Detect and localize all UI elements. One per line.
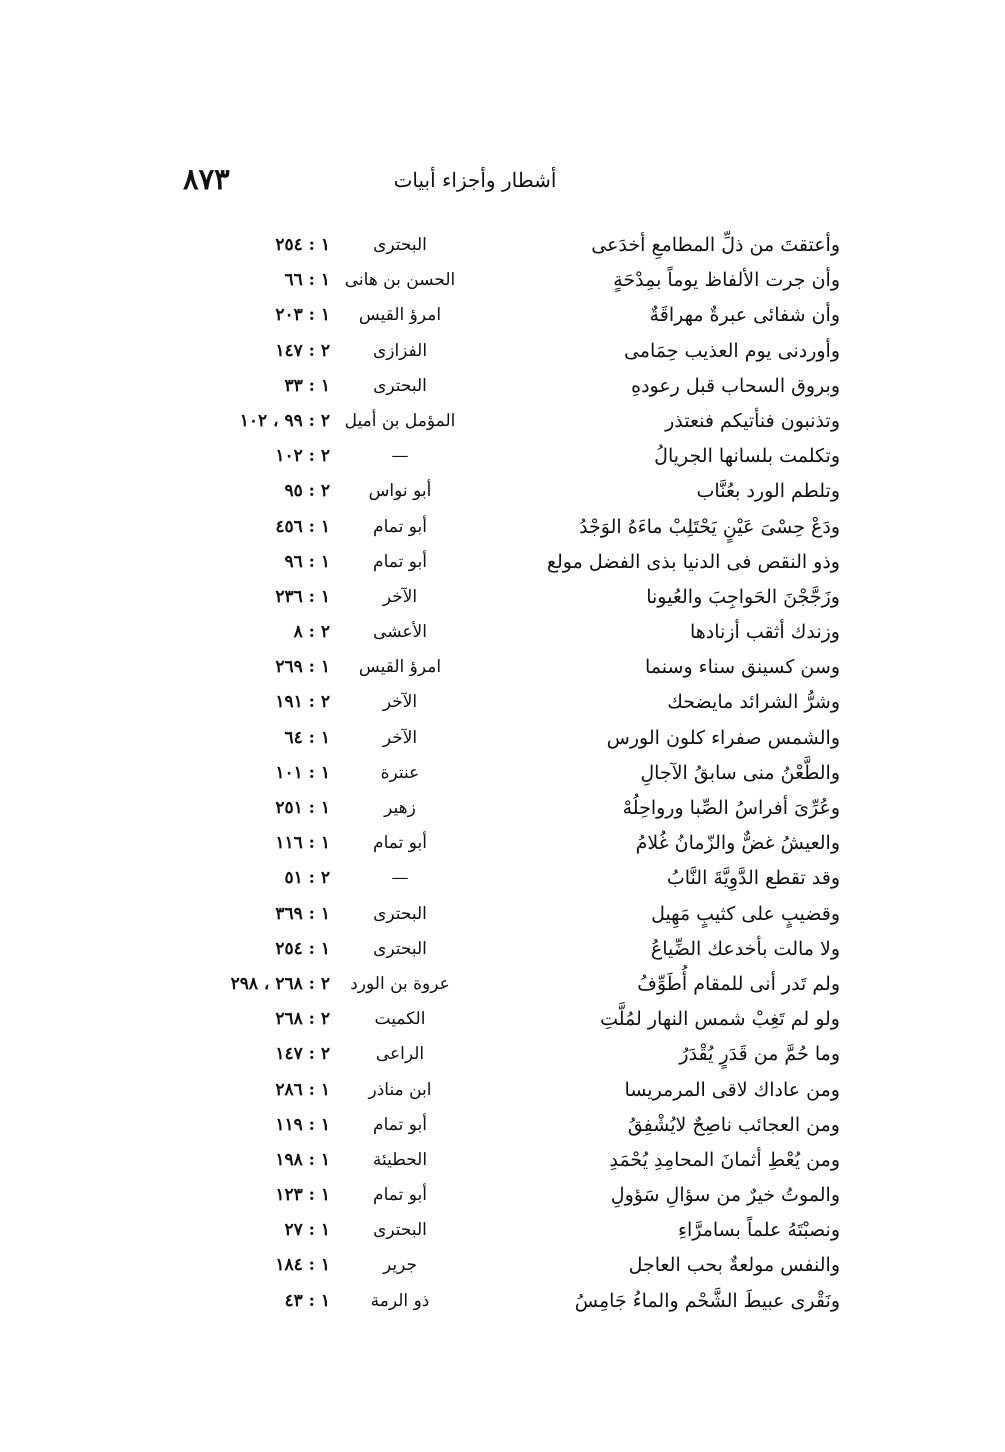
poet-name: أبو تمام: [373, 1114, 427, 1135]
verse-fragment: وقضيبٍ على كثيبٍ مَهِيل: [651, 902, 840, 925]
poet-name: جرير: [383, 1255, 417, 1276]
volume-page-reference: ١ : ٢٦٩: [275, 657, 330, 678]
volume-page-reference: ٢ : ٢٦٨ ، ٢٩٨: [230, 973, 330, 994]
poet-name: —: [391, 868, 409, 889]
index-entry-row: [150, 510, 840, 545]
index-entry-row: [150, 580, 840, 615]
volume-page-reference: ١ : ٢٥٤: [275, 235, 330, 255]
verse-fragment: والموتُ خيرٌ من سؤالِ سَؤولِ: [610, 1184, 840, 1207]
volume-page-reference: ٢ : ٩٩ ، ١٠٢: [239, 410, 330, 431]
index-entry-row: [150, 1073, 840, 1108]
index-entry-row: [150, 615, 840, 650]
index-entry-row: [150, 861, 840, 896]
index-entry-row: [150, 404, 840, 439]
volume-page-reference: ١ : ٤٥٦: [275, 516, 330, 537]
verse-fragment: ودَعْ حِسْىَ عَيْنٍ يَحْتَلِبْ ماءَهُ الوَجْدُ: [579, 515, 840, 538]
volume-page-reference: ٢ : ٨: [293, 622, 330, 643]
poet-name: أبو تمام: [373, 516, 427, 537]
index-entry-row: [150, 1178, 840, 1213]
running-title: أشطار وأجزاء أبيات: [393, 168, 557, 192]
volume-page-reference: ١ : ٢٠٣: [275, 305, 330, 326]
verse-fragment: والطَّعْنُ منى سابقُ الآجالِ: [640, 761, 840, 784]
verse-fragment: والعيشُ غضٌّ والزّمانُ غُلامُ: [635, 832, 840, 855]
verse-fragment: ونَقْرى عبيطَ الشَّحْم والماءُ جَامِسُ: [574, 1289, 840, 1312]
poet-name: امرؤ القيس: [358, 305, 442, 326]
index-entry-row: [150, 1002, 840, 1037]
volume-page-reference: ١ : ٣٣: [284, 375, 330, 396]
verse-fragment: وأن جرت الألفاظ يوماً بمِدْحَةٍ: [613, 269, 840, 292]
index-entry-row: [150, 228, 840, 263]
volume-page-reference: ٢ : ١٩١: [275, 692, 330, 713]
index-entry-row: [150, 826, 840, 861]
index-entry-row: [150, 791, 840, 826]
index-entry-row: [150, 334, 840, 369]
verse-fragment: وتلطم الورد بعُنَّاب: [696, 480, 840, 503]
volume-page-reference: ١ : ٣٦٩: [275, 903, 330, 924]
index-entry-row: [150, 369, 840, 404]
poet-name: الأعشى: [373, 622, 427, 643]
index-entry-row: [150, 897, 840, 932]
verse-fragment: وما حُمَّ من قَدَرٍ يُقْدَرُ: [679, 1043, 840, 1066]
index-entry-row: [150, 685, 840, 720]
volume-page-reference: ١ : ٢٥٤: [275, 938, 330, 959]
verse-fragment: ولا مالت بأخدعك الضِّياعُ: [650, 937, 840, 960]
poet-name: البحترى: [373, 375, 427, 396]
poet-name: أبو نواس: [368, 481, 432, 502]
volume-page-reference: ١ : ٢٣٦: [275, 586, 330, 607]
poet-name: عنترة: [380, 762, 420, 783]
volume-page-reference: ٢ : ٩٥: [284, 481, 330, 502]
poet-name: الآخر: [382, 692, 418, 713]
index-entry-row: [150, 545, 840, 580]
index-entry-row: [150, 721, 840, 756]
poet-name: زهير: [384, 798, 416, 818]
verse-fragment: والنفس مولعةٌ بحب العاجل: [628, 1254, 840, 1277]
poet-name: ذو الرمة: [370, 1290, 430, 1311]
index-entry-row: [150, 1108, 840, 1143]
poet-name: الراعى: [375, 1044, 425, 1065]
verse-fragment: وتذنبون فنأتيكم فنعتذر: [665, 409, 840, 432]
verse-fragment: وذو النقص فى الدنيا بذى الفضل مولع: [546, 550, 840, 573]
poet-name: الفزازى: [372, 340, 428, 361]
index-entry-row: [150, 967, 840, 1002]
verse-fragment: ونصبْتَهُ علماً بسامرَّاءِ: [678, 1219, 840, 1242]
poet-name: البحترى: [373, 1220, 427, 1241]
volume-page-reference: ١ : ١٢٣: [275, 1185, 330, 1206]
volume-page-reference: ٢ : ١٤٧: [275, 1044, 330, 1065]
index-entry-row: [150, 1213, 840, 1248]
verse-fragment: وبروق السحاب قبل رعودهِ: [631, 374, 840, 397]
poet-name: امرؤ القيس: [358, 657, 442, 678]
verse-fragment: وشرُّ الشرائد مايضحك: [667, 691, 840, 714]
verse-fragment: وسن كسينق سناء وسنما: [645, 656, 840, 679]
verse-fragment: ولو لم تَغِبْ شمس النهار لمُلَّتِ: [600, 1008, 840, 1031]
volume-page-reference: ١ : ٦٤: [284, 727, 330, 748]
verse-fragment: وأن شفائى عبرةٌ مهراقَةٌ: [649, 304, 840, 327]
verse-fragment: وتكلمت بلسانها الجريالُ: [654, 445, 840, 468]
poet-name: الحطيئة: [372, 1149, 428, 1170]
poet-name: الآخر: [382, 727, 418, 748]
index-entry-row: [150, 932, 840, 967]
poet-name: البحترى: [373, 903, 427, 924]
volume-page-reference: ١ : ٤٣: [284, 1290, 330, 1311]
poet-name: الحسن بن هانى: [344, 270, 456, 291]
poet-name: عروة بن الورد: [350, 973, 450, 994]
index-entry-row: [150, 298, 840, 333]
poet-name: البحترى: [373, 235, 427, 255]
volume-page-reference: ١ : ١٩٨: [275, 1149, 330, 1170]
volume-page-reference: ١ : ٢٥١: [275, 798, 330, 818]
volume-page-reference: ٢ : ٥١: [284, 868, 330, 889]
volume-page-reference: ١ : ١١٩: [275, 1114, 330, 1135]
poet-name: الكميت: [374, 1009, 426, 1030]
index-entry-row: [150, 1143, 840, 1178]
volume-page-reference: ١ : ٩٦: [284, 551, 330, 572]
poet-name: البحترى: [373, 938, 427, 959]
index-entry-row: [150, 650, 840, 685]
verse-fragment: وأوردنى يوم العذيب حِمَامى: [623, 339, 840, 362]
volume-page-reference: ٢ : ١٠٢: [275, 446, 330, 467]
volume-page-reference: ٢ : ١٤٧: [275, 340, 330, 361]
verse-fragment: وعُرِّىَ أفراسُ الصِّبا ورواحِلُهْ: [622, 797, 840, 819]
volume-page-reference: ١ : ٢٧: [284, 1220, 330, 1241]
index-entry-row: [150, 474, 840, 509]
volume-page-reference: ١ : ١١٦: [275, 833, 330, 854]
index-entries: [150, 228, 840, 1319]
volume-page-reference: ١ : ١٠١: [275, 762, 330, 783]
verse-fragment: وزَجَّجْنَ الحَواجِبَ والعُيونا: [646, 585, 840, 608]
volume-page-reference: ١ : ٢٨٦: [275, 1079, 330, 1100]
poet-name: أبو تمام: [373, 833, 427, 854]
verse-fragment: ولم تَدر أنى للمقام أُطَوِّفُ: [637, 972, 840, 995]
poet-name: الآخر: [382, 586, 418, 607]
index-entry-row: [150, 439, 840, 474]
verse-fragment: ومن العجائب ناصِحٌ لايُشْفِقُ: [627, 1113, 840, 1136]
verse-fragment: وقد تقطع الدَّوِيَّةَ النَّابُ: [666, 867, 840, 890]
verse-fragment: وزندك أثقب أزنادها: [690, 621, 840, 644]
poet-name: أبو تمام: [373, 551, 427, 572]
volume-page-reference: ١ : ١٨٤: [275, 1255, 330, 1276]
volume-page-reference: ٢ : ٢٦٨: [275, 1009, 330, 1030]
index-entry-row: [150, 1248, 840, 1283]
poet-name: المؤمل بن أميل: [344, 410, 456, 431]
verse-fragment: والشمس صفراء كلون الورس: [606, 726, 840, 749]
verse-fragment: وأعتقتَ من ذلِّ المطامعِ أخدَعى: [591, 234, 840, 256]
page-number: ٨٧٣: [183, 162, 230, 196]
poet-name: ابن مناذر: [368, 1079, 432, 1100]
index-entry-row: [150, 1037, 840, 1072]
poet-name: أبو تمام: [373, 1185, 427, 1206]
poet-name: —: [391, 446, 409, 467]
index-entry-row: [150, 756, 840, 791]
index-entry-row: [150, 1284, 840, 1319]
verse-fragment: ومن عاداك لاقى المرمريسا: [624, 1078, 840, 1101]
verse-fragment: ومن يُعْطِ أثمانَ المحامِدِ يُحْمَدِ: [609, 1148, 840, 1171]
volume-page-reference: ١ : ٦٦: [284, 270, 330, 291]
index-entry-row: [150, 263, 840, 298]
